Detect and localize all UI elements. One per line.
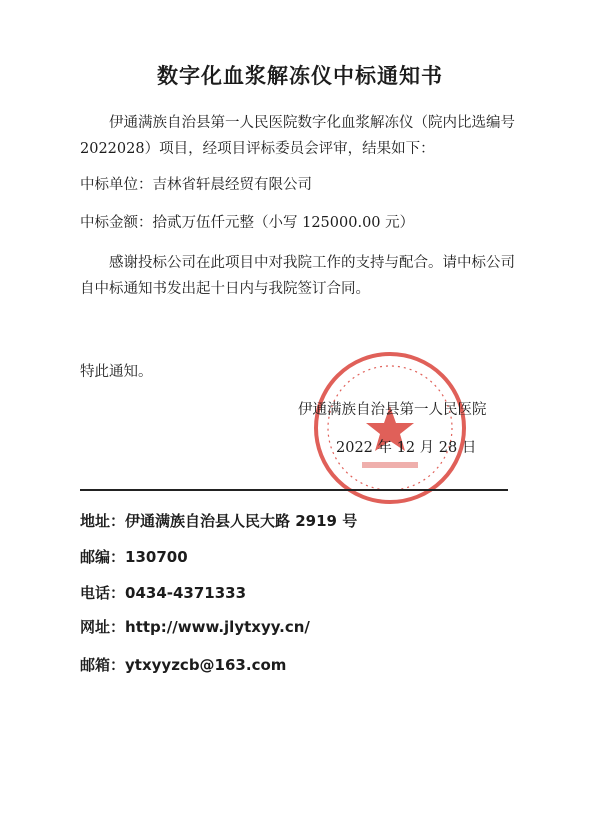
signature-organization: 伊通满族自治县第一人民医院 bbox=[298, 402, 487, 418]
postcode-label: 邮编： bbox=[80, 548, 126, 566]
website-label: 网址： bbox=[80, 618, 126, 636]
intro-paragraph: 伊通满族自治县第一人民医院数字化血浆解冻仪（院内比选编号 2022028）项目，经项目评标委员会评审，结果如下： bbox=[80, 115, 515, 157]
amount-row bbox=[80, 211, 414, 232]
address-value: 伊通满族自治县人民大路 2919 号 bbox=[125, 512, 358, 530]
footer-divider bbox=[80, 489, 508, 491]
website-link[interactable]: http://www.jlytxyy.cn/ bbox=[125, 618, 310, 636]
amount-label: 中标金额： bbox=[80, 215, 153, 231]
official-seal-stamp bbox=[310, 348, 470, 508]
email-link[interactable]: ytxyyzcb@163.com bbox=[125, 656, 287, 674]
seal-bottom-band bbox=[362, 462, 418, 468]
contact-postcode bbox=[80, 546, 188, 567]
phone-label: 电话： bbox=[80, 584, 126, 602]
contact-website bbox=[80, 616, 310, 637]
winner-value: 吉林省轩晨经贸有限公司 bbox=[152, 177, 312, 193]
thanks-paragraph: 感谢投标公司在此项目中对我院工作的支持与配合。请中标公司自中标通知书发出起十日内与我院签订合同。 bbox=[80, 255, 515, 297]
address-label: 地址： bbox=[80, 512, 126, 530]
signature-date: 2022 年 12 月 28 日 bbox=[336, 440, 477, 456]
email-label: 邮箱： bbox=[80, 656, 126, 674]
document-title: 数字化血浆解冻仪中标通知书 bbox=[157, 64, 443, 88]
postcode-value: 130700 bbox=[125, 548, 188, 566]
winner-label: 中标单位： bbox=[80, 177, 153, 193]
phone-value: 0434-4371333 bbox=[125, 584, 247, 602]
amount-value: 拾贰万伍仟元整（小写 125000.00 元） bbox=[152, 215, 415, 231]
contact-phone bbox=[80, 582, 246, 603]
contact-address bbox=[80, 510, 357, 531]
notice-text: 特此通知。 bbox=[80, 364, 153, 380]
contact-email bbox=[80, 654, 286, 675]
winner-row bbox=[80, 173, 312, 194]
